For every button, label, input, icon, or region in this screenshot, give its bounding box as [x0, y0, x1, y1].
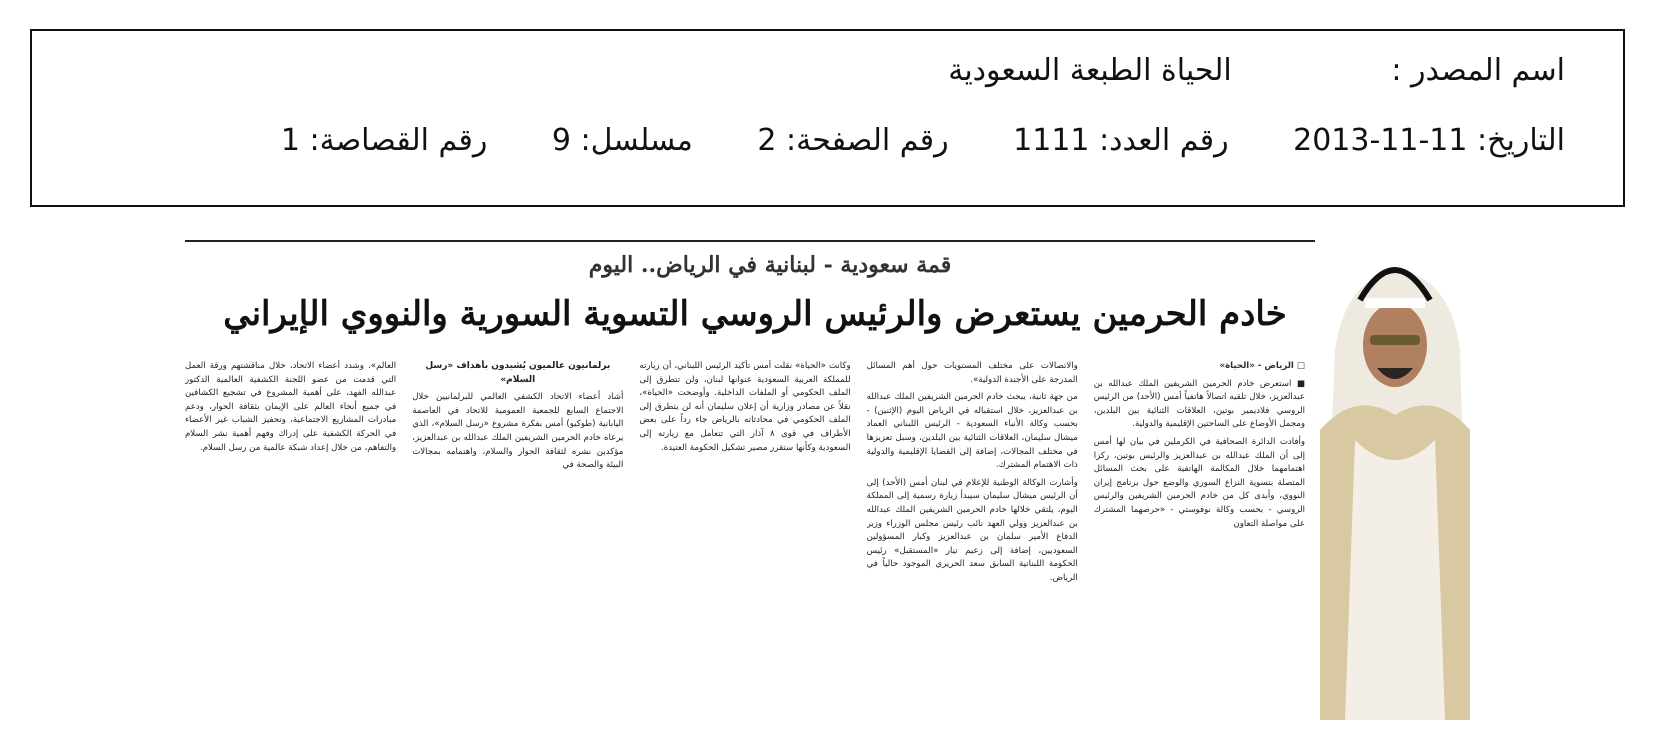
clip-value: 1	[280, 123, 300, 158]
source-row	[948, 53, 1565, 88]
issue-label: رقم العدد:	[1099, 123, 1229, 158]
article-kicker: قمة سعودية - لبنانية في الرياض.. اليوم	[588, 252, 952, 278]
column-1	[1094, 360, 1305, 720]
column-paragraph: من جهة ثانية، يبحث خادم الحرمين الشريفين الملك عبدالله بن عبدالعزيز، خلال استقباله في الرياض اليوم (الإثنين) - بحسب وكالة الأنباء السعودية - الرئيس اللبناني العماد ميشال سليمان، العلاقات الثنائية بين البلدين، وسبل تعزيزها في مختلف المجالات، إضافة إلى القضايا الإقليمية والدولية ذات الاهتمام المشترك.	[866, 392, 1078, 471]
column-paragraph: والاتصالات على مختلف المستويات حول أهم المسائل المدرجة على الأجندة الدولية».	[866, 361, 1078, 385]
date-label: التاريخ:	[1477, 123, 1565, 158]
column-paragraph: أشاد أعضاء الاتحاد الكشفي العالمي للبرلمانيين خلال الاجتماع السابع للجمعية العمومية للاتحاد في العاصمة اليابانية (طوكيو) أمس بفكرة مشروع «رسل السلام»، الذي يرعاه خادم الحرمين الشريفين الملك عبدالله بن عبدالعزيز، مؤكدين نشره لثقافة الحوار والسلام، واهتمامه بمجالات البيئة والصحة في	[412, 392, 624, 471]
column-paragraph: العالم». وشدد أعضاء الاتحاد، خلال مناقشتهم ورقة العمل التي قدمت من عضو اللجنة الكشفية العالمية الدكتور عبدالله الفهد، على أهمية المشروع في تشجيع الكشافين في جميع أنحاء العالم على الإيمان بثقافة الحوار، ودعم مبادرات المشاريع الاجتماعية، وتحفيز الشباب غير الأعضاء في الحركة الكشفية على إدراك وفهم أهمية نشر السلام والتفاهم، من خلال إعداد شبكة عالمية من رسل السلام.	[185, 361, 397, 453]
clip-field	[281, 123, 487, 158]
clipping-header-box	[30, 29, 1625, 207]
column-4	[412, 360, 623, 720]
portrait-photo	[1315, 240, 1470, 720]
column-paragraph: وأشارت الوكالة الوطنية للإعلام في لبنان أمس (الأحد) إلى أن الرئيس ميشال سليمان سيبدأ زيارة رسمية إلى المملكة اليوم، يلتقي خلالها خادم الحرمين الشريفين الملك عبدالله بن عبدالعزيز وولي العهد نائب رئيس مجلس الوزراء وزير الدفاع الأمير سلمان بن عبدالعزيز وكبار المسؤولين السعوديين، إضافة إلى زعيم تيار «المستقبل» رئيس الحكومة اللبنانية السابق سعد الحريري الموجود حالياً في الرياض.	[866, 477, 1078, 583]
article-headline: خادم الحرمين يستعرض والرئيس الروسي التسوية السورية والنووي الإيراني	[223, 294, 1287, 334]
issue-value: 1111	[1013, 123, 1090, 158]
column-paragraph: وكانت «الحياة» نقلت أمس تأكيد الرئيس اللبناني، أن زيارته للمملكة العربية السعودية عنوانها لبنان، ولن تتطرق إلى الملف الحكومي أو الملفات الداخلية. وأوضحت «الحياة»، نقلاً عن مصادر وزارية أن إعلان سليمان أنه لن يتطرق إلى الملف الحكومي في محادثاته بالرياض جاء رداً على بعض الأطراف في قوى ٨ آذار التي تتعامل مع زيارته إلى السعودية وكأنها ستقرر مصير تشكيل الحكومة العتيدة.	[639, 361, 851, 453]
column-paragraph: ■ استعرض خادم الحرمين الشريفين الملك عبدالله بن عبدالعزيز، خلال تلقيه اتصالاً هاتفياً أمس (الأحد) من الرئيس الروسي فلاديمير بوتين، العلاقات الثنائية بين البلدين، ومجمل الأوضاع على الساحتين الإقليمية والدولية.	[1093, 378, 1305, 430]
byline: □ الرياض - «الحياة»	[1219, 361, 1305, 371]
serial-field	[552, 123, 693, 158]
issue-field	[1013, 123, 1228, 158]
page-label: رقم الصفحة:	[786, 123, 949, 158]
page-field	[757, 123, 948, 158]
clip-label: رقم القصاصة:	[309, 123, 488, 158]
serial-value: 9	[551, 123, 571, 158]
top-rule	[185, 240, 1370, 242]
date-field	[1293, 123, 1565, 158]
column-3	[639, 360, 850, 720]
source-label: اسم المصدر :	[1391, 53, 1565, 88]
column-paragraph: وأفادت الدائرة الصحافية في الكرملين في بيان لها أمس إلى أن الملك عبدالله بن عبدالعزيز والرئيس بوتين، ركزا اهتمامهما خلال المكالمة الهاتفية على بحث المسائل المتصلة بتسوية النزاع السوري والوضع حول برنامج إيران النووي، وأبدى كل من خادم الحرمين الشريفين والرئيس الروسي - بحسب وكالة نوفوستي - «حرصهما المشترك على مواصلة التعاون	[1093, 436, 1305, 529]
date-value: 2013-11-11	[1293, 123, 1468, 158]
column-2	[867, 360, 1078, 720]
serial-label: مسلسل:	[580, 123, 693, 158]
meta-row	[281, 123, 1565, 158]
sidebar-subhead: برلمانيون عالميون يُشيدون بأهداف «رسل السلام»	[425, 361, 611, 385]
article-clipping	[185, 240, 1470, 720]
page-value: 2	[757, 123, 777, 158]
source-value: الحياة الطبعة السعودية	[948, 53, 1232, 88]
column-5	[185, 360, 396, 720]
article-columns	[185, 360, 1305, 720]
